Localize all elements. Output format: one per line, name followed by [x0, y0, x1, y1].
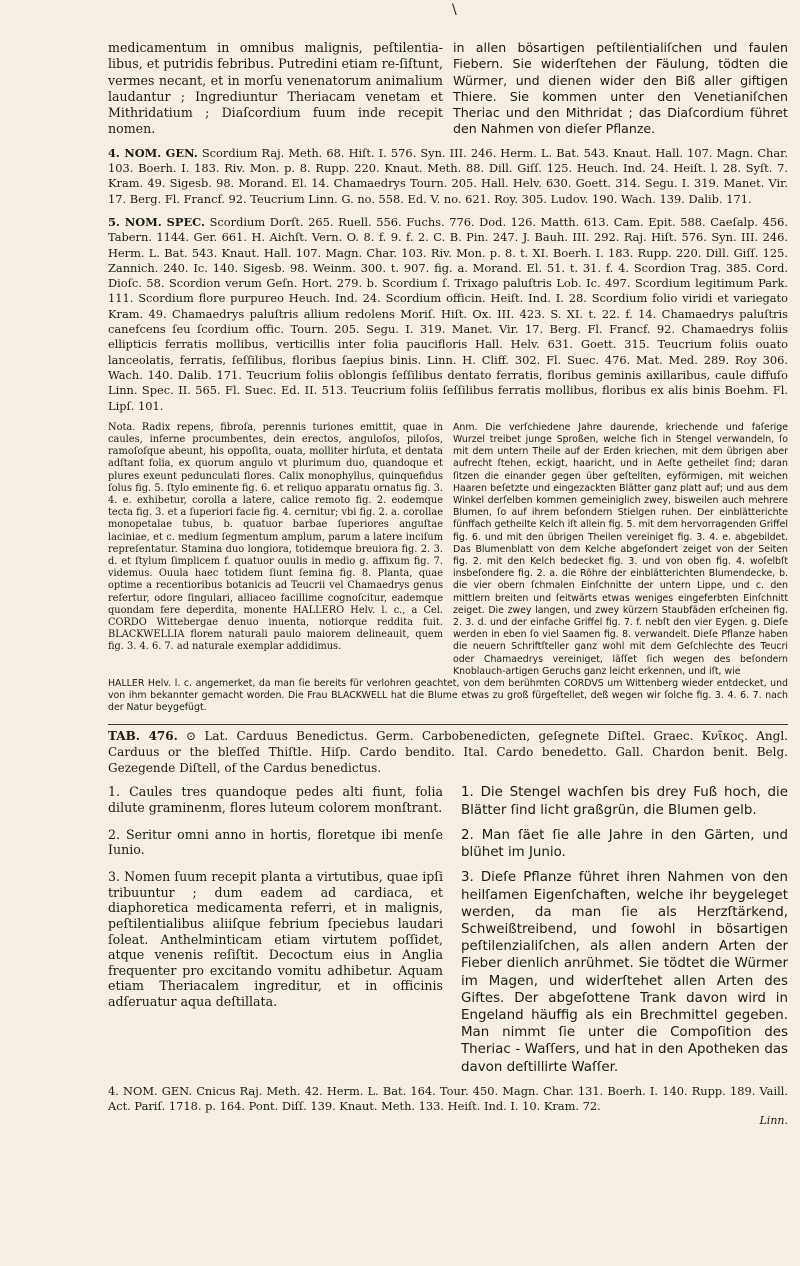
plate-number: TAB. 476.	[108, 729, 178, 744]
plate-heading	[108, 729, 788, 776]
note-columns	[108, 422, 788, 678]
note-german: Anm. Die verſchiedene Jahre daurende, kriechende und faſerige Wurzel treibet junge Sproßen, welche ſich in Stengel verwandeln, ſo mit dem untern Theile auf der Erden kriechen, mit dem übrigen aber aufrecht ſtehen, eckigt, haaricht, und in Aeſte getheilet ſind; daran ſitzen die einander gegen über geſtellten, eyförmigen, mit weichen Haaren beſetzte und eingezackten Blätter ganz platt auf; und aus dem Winkel derſelben kommen gemeiniglich zwey, bisweilen auch mehrere Blumen, ſo auf ihrem beſondern Stielgen ruhen. Der einblätterichte fünffach getheilte Kelch iſt allein fig. 5. mit dem hervorragenden Griffel fig. 6. und mit den übrigen Theilen vereiniget fig. 3. 4. e. abgebildet. Das Blumenblatt von dem Kelche abgeſondert zeiget von der Seiten fig. 2. mit den Kelch bedecket fig. 3. und von oben fig. 4. woſelbſt insbeſondere fig. 2. a. die Röhre der einblätterichten Blumendecke, b. die vier obern ſchmalen Einſchnitte der untern Lippe, und c. den mittlern breiten und ſeitwärts etwas weniges eingeferbten Einſchnitt zeiget. Die zwey langen, und zwey kürzern Staubfäden erſcheinen fig. 2. 3. d. und der einfache Griffel fig. 7. f. nebſt den vier Eygen. g. Dieſe werden in eben ſo viel Saamen fig. 8. verwandelt. Dieſe Pflanze haben die neuern Schriftſteller ganz wohl mit dem Geſchlechte des Teucri oder Chamaedrys vereiniget, läſſet ſich wegen des beſondern Knoblauch-artigen Geruchs ganz leicht erkennen, und iſt, wie	[453, 421, 788, 677]
item-2-latin: 2. Seritur omni anno in hortis, floretque ibi menſe Iunio.	[108, 826, 443, 858]
note-latin: Nota. Radix repens, fibroſa, perennis turiones emittit, quae in caules, inferne procumbentes, dein erectos, anguloſos, piloſos, ramoſoſque abeunt, his oppoſita, ouata, molliter hirſuta, et dentata adſtant folia, ex quorum angulo vt plurimum duo, quandoque et plures exeunt pedunculati flores. Calix monophyllus, quinquefidus ſolus fig. 5. ſtylo eminente fig. 6. et reliquo apparatu ornatus fig. 3. 4. e. exhibetur, corolla a latere, calice remoto fig. 2. eodemque tecta fig. 3. et a ſuperiori facie fig. 4. cernitur; vbi fig. 2. a. corollae monopetalae tubus, b. quatuor barbae ſuperiores anguſtae laciniae, et c. medium ſegmentum amplum, parum a latere inciſum repreſentatur. Stamina duo longiora, totidemque breuiora fig. 2. 3. d. et ſtylum ſimplicem f. quatuor ouulis in medio g. affixum fig. 7. videmus. Ouula haec totidem ſiunt ſemina fig. 8. Planta, quae optime a recentioribus botanicis ad Teucrii vel Chamaedrys genus refertur, odore ſingulari, alliaceo facillime cognoſcitur, eademque quondam fere deperdita, monente HALLERO Helv. l. c., a Cel. CORDO Wittebergae denuo inuenta, notiorque reddita fuit. BLACKWELLIA florem naturali paulo maiorem delineauit, quem fig. 3. 4. 6. 7. ad naturale exemplar addidimus.	[108, 421, 443, 653]
page-mark: \	[452, 2, 457, 18]
intro-german: in allen bösartigen peſtilentialiſchen und faulen Fiebern. Sie widerſtehen der Fäulung, tödten die Würmer, und dienen wider den Biß aller giftigen Thiere. Sie kommen unter den Venetianiſchen Theriac und den Mithridat ; das Diaſcordium führet den Nahmen von dieſer Pflanze.	[453, 40, 788, 137]
nomspec-paragraph	[108, 215, 788, 414]
nomspec-body: Scordium Dorſt. 265. Ruell. 556. Fuchs. 776. Dod. 126. Matth. 613. Cam. Epit. 588. Caeſalp. 456. Tabern. 1144. Ger. 661. H. Aichſt. Vern. O. 8. f. 9. f. 2. C. B. Pin. 247. J. Bauh. III. 292. Raj. Hiſt. 576. Syn. III. 246. Herm. L. Bat. 543. Knaut. Hall. 107. Magn. Char. 103. Riv. Mon. p. 8. t. XI. Boerh. I. 183. Rupp. 220. Dill. Giſſ. 125. Zannich. 240. Ic. 140. Sigesb. 98. Weinm. 300. t. 907. fig. a. Morand. El. 51. t. 31. f. 4. Scordion Trag. 385. Cord. Dioſc. 58. Scordion verum Geſn. Hort. 279. b. Scordium ſ. Trixago paluſtris Lob. Ic. 497. Scordium legitimum Park. 111. Scordium flore purpureo Heuch. Ind. 24. Scordium officin. Heiſt. Ind. I. 28. Scordium folio viridi et variegato Kram. 49. Chamaedrys paluſtris allium redolens Moriſ. Hiſt. Ox. III. 423. S. XI. t. 22. f. 14. Chamaedrys paluſtris canefcens ſeu ſcordium offic. Tourn. 205. Segu. I. 319. Manet. Vir. 17. Berg. Fl. Francf. 92. Chamaedrys foliis ellipticis ferratis mollibus, verticillis inter folia paucifloris Hall. Helv. 631. Goett. 315. Teucrium foliis ouato lanceolatis, ferratis, ſeſſilibus, floribus ſaepius binis. Linn. H. Cliff. 302. Fl. Suec. 476. Mat. Med. 289. Roy 306. Wach. 140. Dalib. 171. Teucrium foliis oblongis ſeſſilibus dentato ferratis, floribus geminis axillaribus, caule diffuſo Linn. Spec. II. 565. Fl. Suec. Ed. II. 513. Teucrium foliis ſeſſilibus ferratis mollibus, floribus ex alis binis Boehm. Fl. Lipſ. 101.	[108, 214, 788, 413]
nomspec-heading: 5. NOM. SPEC.	[108, 214, 205, 229]
item-3-german: 3. Dieſe Pflanze führet ihren Nahmen von den heilſamen Eigenſchaften, welche ihr beygeleget werden, da man ſie als Herzſtärkend, Schweißtreibend, und ſowohl in bösartigen peſtilenzialiſchen, als allen andern Arten der Fieber dienlich anrühmet. Sie tödtet die Würmer im Magen, und widerſtehet allen Arten des Giftes. Der abgeſottene Trank davon wird in Engeland häuffig als ein Brechmittel gegeben. Man nimmt ſie unter die Compoſition des Theriac - Waſſers, und hat in den Apotheken das davon deſtillirte Waſſer.	[461, 870, 788, 1075]
plate-items	[108, 784, 788, 1075]
plate-names: Lat. Carduus Benedictus. Germ. Carbobenedicten, geſegnete Diſtel. Graec. Κνῖκος. Angl. Carduus or the bleſſed Thiſtle. Hiſp. Cardo bendito. Ital. Cardo benedetto. Gall. Chardon benit. Belg. Gezegende Diſtell, of the Cardus benedictus.	[108, 729, 788, 775]
catchword: Linn.	[759, 1114, 788, 1128]
item-3-latin: 3. Nomen ſuum recepit planta a virtutibus, quae ipſi tribuuntur ; dum eadem ad cardiaca, et diaphoretica medicamenta referri, et in malignis, peſtilentialibus aliiſque febrium ſpeciebus laudari ſoleat. Anthelminticam etiam virtutem poſſidet, atque venenis reſiſtit. Decoctum eius in Anglia frequenter pro excitando vomitu adhibetur. Aquam etiam Theriacalem ingreditur, et in officinis adſeruatur aqua deſtillata.	[108, 869, 443, 1010]
list-item	[108, 827, 788, 861]
nomgen-paragraph	[108, 146, 788, 207]
plate-symbol: ⊙	[186, 729, 197, 744]
section-divider	[108, 724, 788, 725]
item-1-latin: 1. Caules tres quandoque pedes alti fiunt, folia dilute graminenm, flores luteum colorem monſtrant.	[108, 784, 443, 816]
intro-latin: medicamentum in omnibus malignis, peſtilentia-libus, et putridis febribus. Putredini etiam re-ſiſtunt, vermes necant, et in morſu venenatorum animalium laudantur ; Ingrediuntur Theriacam venetam et Mithridatium ; Diaſcordium fuum inde recepit nomen.	[108, 40, 443, 137]
nomgen-body: Scordium Raj. Meth. 68. Hiſt. I. 576. Syn. III. 246. Herm. L. Bat. 543. Knaut. Hall. 107. Magn. Char. 103. Boerh. I. 183. Riv. Mon. p. 8. Rupp. 220. Knaut. Meth. 88. Dill. Giſſ. 125. Heuch. Ind. 24. Heiſt. l. 28. Syſt. 7. Kram. 49. Sigesb. 98. Morand. El. 14. Chamaedrys Tourn. 205. Hall. Helv. 630. Goett. 314. Segu. I. 319. Manet. Vir. 17. Berg. Fl. Francf. 92. Teucrium Linn. G. no. 558. Ed. V. no. 621. Roy. 305. Ludov. 190. Wach. 139. Dalib. 171.	[108, 145, 788, 206]
plate-nomgen-body: Cnicus Raj. Meth. 42. Herm. L. Bat. 164. Tour. 450. Magn. Char. 131. Boerh. I. 140. Rupp. 189. Vaill. Act. Pariſ. 1718. p. 164. Pont. Diſſ. 139. Knaut. Meth. 133. Heiſt. Ind. I. 10. Kram. 72.	[108, 1083, 788, 1114]
item-2-german: 2. Man ſäet ſie alle Jahre in den Gärten, und blühet im Junio.	[461, 827, 788, 861]
plate-nomgen-paragraph	[108, 1084, 788, 1115]
note-german-continuation: HALLER Helv. l. c. angemerket, da man ſie bereits für verlohren geachtet, von dem berühmten CORDVS um Wittenberg wieder entdecket, und von ihm bekannter gemacht worden. Die Frau BLACKWELL hat die Blume etwas zu groß fürgeſtellet, deß wegen wir ſolche fig. 3. 4. 6. 7. nach der Natur beygefügt.	[108, 678, 788, 714]
intro-columns	[108, 0, 788, 138]
list-item	[108, 869, 788, 1075]
list-item	[108, 784, 788, 818]
nomgen-heading: 4. NOM. GEN.	[108, 145, 198, 160]
plate-nomgen-heading: 4. NOM. GEN.	[108, 1083, 193, 1098]
item-1-german: 1. Die Stengel wachſen bis drey Fuß hoch, die Blätter ſind licht graßgrün, die Blumen gelb.	[461, 785, 788, 818]
